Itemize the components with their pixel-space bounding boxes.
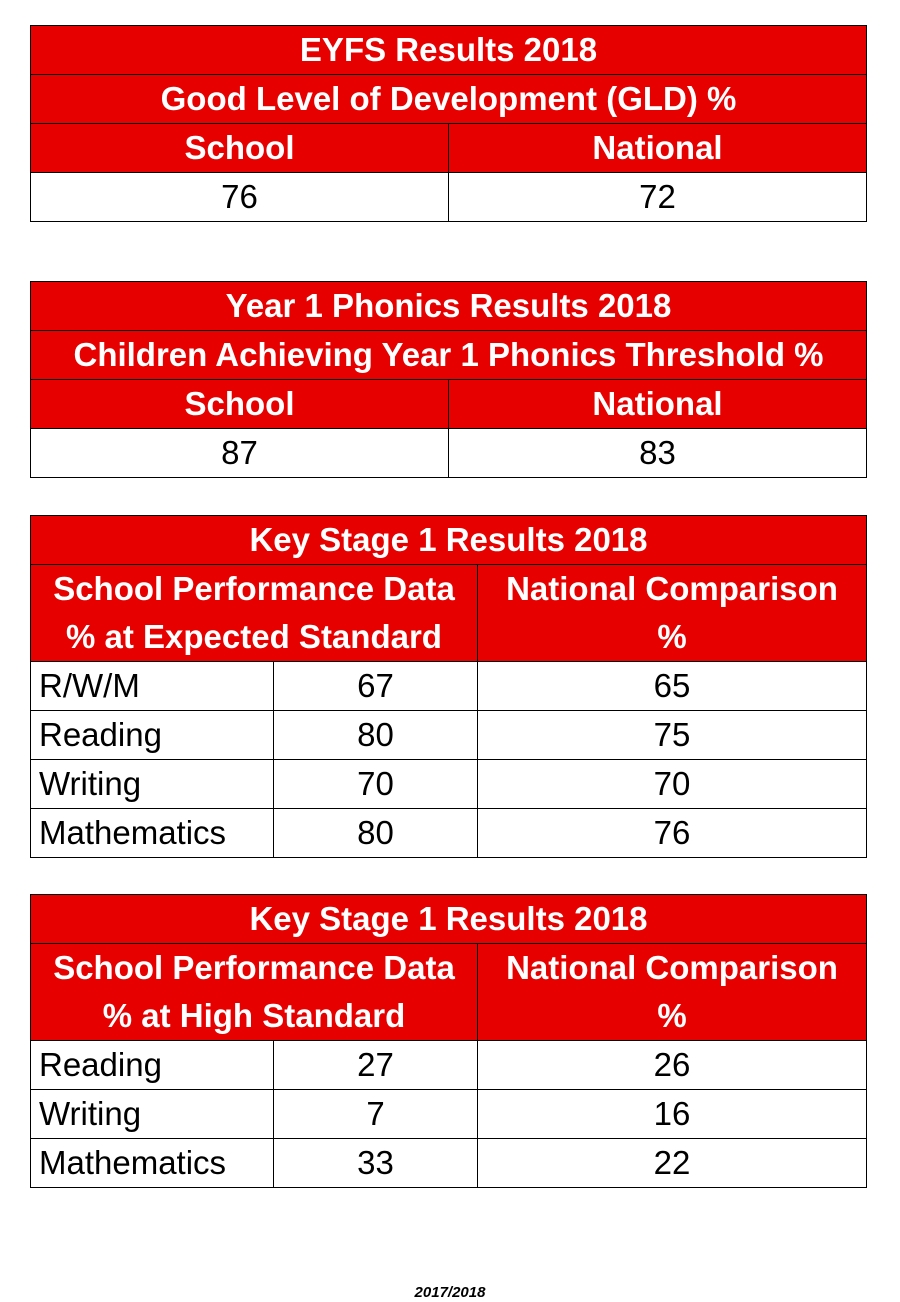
phonics-title: Year 1 Phonics Results 2018 <box>31 282 867 331</box>
national-value: 75 <box>478 711 867 760</box>
school-value: 80 <box>274 711 478 760</box>
eyfs-school-header: School <box>31 124 449 173</box>
national-value: 26 <box>478 1041 867 1090</box>
national-value: 22 <box>478 1139 867 1188</box>
table-row <box>31 1041 867 1090</box>
ks1-expected-title: Key Stage 1 Results 2018 <box>31 516 867 565</box>
phonics-school-value: 87 <box>31 429 449 478</box>
school-value: 7 <box>274 1090 478 1139</box>
ks1-high-school-header <box>31 944 478 1041</box>
ks1-high-table <box>30 894 867 1188</box>
eyfs-title: EYFS Results 2018 <box>31 26 867 75</box>
eyfs-national-header: National <box>449 124 867 173</box>
ks1-high-school-header-line1: School Performance Data <box>53 949 455 986</box>
subject-label: Writing <box>31 1090 274 1139</box>
ks1-expected-national-header-line1: National Comparison <box>506 570 838 607</box>
phonics-national-header: National <box>449 380 867 429</box>
table-row <box>31 1090 867 1139</box>
ks1-high-title: Key Stage 1 Results 2018 <box>31 895 867 944</box>
eyfs-national-value: 72 <box>449 173 867 222</box>
ks1-expected-school-header-line1: School Performance Data <box>53 570 455 607</box>
ks1-expected-national-header-line2: % <box>657 618 687 655</box>
school-value: 33 <box>274 1139 478 1188</box>
phonics-national-value: 83 <box>449 429 867 478</box>
national-value: 16 <box>478 1090 867 1139</box>
school-value: 80 <box>274 809 478 858</box>
ks1-high-national-header-line2: % <box>657 997 687 1034</box>
table-row <box>31 1139 867 1188</box>
eyfs-results-table <box>30 25 867 222</box>
subject-label: Mathematics <box>31 809 274 858</box>
table-row <box>31 711 867 760</box>
national-value: 65 <box>478 662 867 711</box>
ks1-expected-school-header <box>31 565 478 662</box>
ks1-high-national-header <box>478 944 867 1041</box>
phonics-results-table <box>30 281 867 478</box>
phonics-subtitle: Children Achieving Year 1 Phonics Threshold % <box>31 331 867 380</box>
ks1-expected-school-header-line2: % at Expected Standard <box>66 618 442 655</box>
subject-label: R/W/M <box>31 662 274 711</box>
eyfs-school-value: 76 <box>31 173 449 222</box>
subject-label: Mathematics <box>31 1139 274 1188</box>
table-row <box>31 809 867 858</box>
national-value: 76 <box>478 809 867 858</box>
page-footer: 2017/2018 <box>414 1284 486 1301</box>
school-value: 27 <box>274 1041 478 1090</box>
table-row <box>31 662 867 711</box>
school-value: 67 <box>274 662 478 711</box>
subject-label: Reading <box>31 1041 274 1090</box>
subject-label: Reading <box>31 711 274 760</box>
school-value: 70 <box>274 760 478 809</box>
phonics-school-header: School <box>31 380 449 429</box>
ks1-expected-table <box>30 515 867 858</box>
eyfs-subtitle: Good Level of Development (GLD) % <box>31 75 867 124</box>
subject-label: Writing <box>31 760 274 809</box>
ks1-high-school-header-line2: % at High Standard <box>102 997 406 1034</box>
ks1-high-national-header-line1: National Comparison <box>506 949 838 986</box>
national-value: 70 <box>478 760 867 809</box>
ks1-expected-national-header <box>478 565 867 662</box>
table-row <box>31 760 867 809</box>
